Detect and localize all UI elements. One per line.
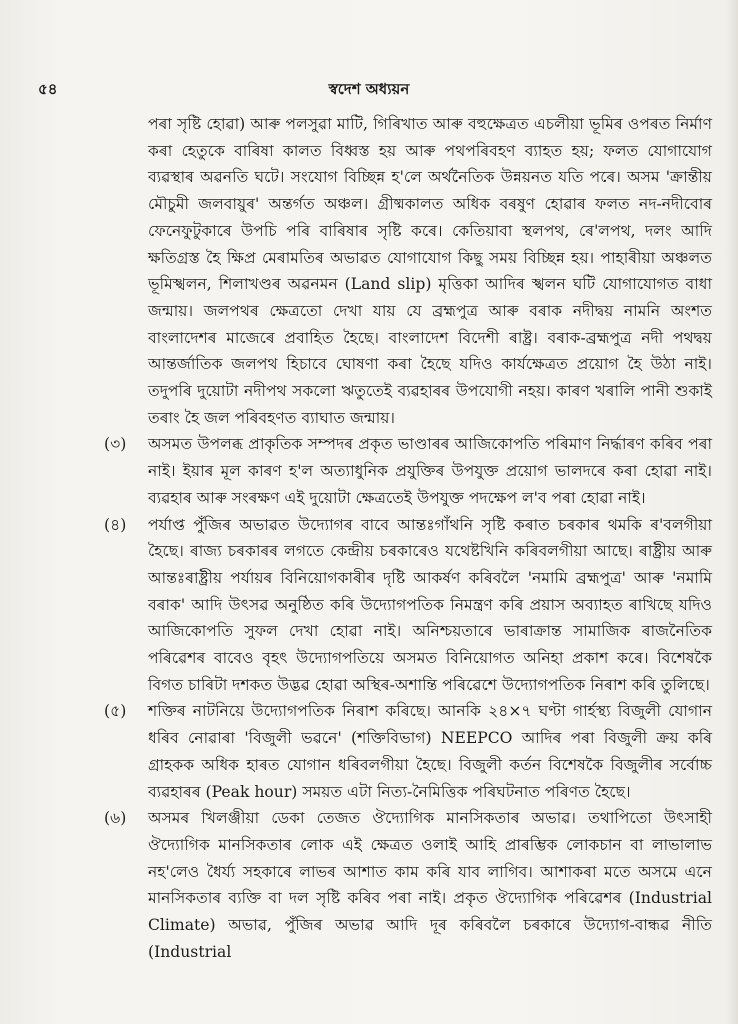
item-text: পৰ্যাপ্ত পুঁজিৰ অভাৱত উদ্যোগৰ বাবে আন্তঃগাঁথনি সৃষ্টি কৰাত চৰকাৰ থমকি ৰ'বলগীয়া হৈছে। ৰাজ্য চৰকাৰৰ লগতে কেন্দ্ৰীয় চৰকাৰেও যথেষ্টখিনি কৰিবলগীয়া আছে। ৰাষ্ট্ৰীয় আৰু আন্তঃৰাষ্ট্ৰীয় পৰ্যায়ৰ বিনিয়োগকাৰীৰ দৃষ্টি আকৰ্ষণ কৰিবলৈ 'নমামি ব্ৰহ্মপুত্ৰ' আৰু 'নমামি বৰাক' আদি উৎসৱ অনুষ্ঠিত কৰি উদ্যোগপতিক নিমন্ত্ৰণ কৰি প্ৰয়াস অব্যাহত ৰাখিছে যদিও আজিকোপতি সুফল দেখা হোৱা নাই। অনিশ্চয়তাৰে ভাৰাক্ৰান্ত সামাজিক ৰাজনৈতিক পৰিৱেশৰ বাবেও বৃহৎ উদ্যোগপতিয়ে অসমত বিনিয়োগত অনিহা প্ৰকাশ কৰে। বিশেষকৈ বিগত চাৰিটা দশকত উদ্ভৱ হোৱা অস্থিৰ-অশান্তি পৰিৱেশে উদ্যোগপতিক নিৰাশ কৰি তুলিছে। xyxy=(148,515,712,694)
intro-paragraph: পৰা সৃষ্টি হোৱা) আৰু পলসুৱা মাটি, গিৰিখাত আৰু বহুক্ষেত্ৰত এচলীয়া ভূমিৰ ওপৰত নিৰ্মাণ কৰা হেতুকে বাৰিষা কালত বিধ্বস্ত হয় আৰু পথপৰিবহণ ব্যাহত হয়; ফলত যোগাযোগ ব্যৱস্থাৰ অৱনতি ঘটে। সংযোগ বিচ্ছিন্ন হ'লে অৰ্থনৈতিক উন্নয়নত যতি পৰে। অসম 'ক্ৰান্তীয় মৌচুমী জলবায়ুৰ' অন্তৰ্গত অঞ্চল। গ্ৰীষ্মকালত অধিক বৰষুণ হোৱাৰ ফলত নদ-নদীবোৰ ফেনেফুটুকাৰে উপচি পৰি বাৰিষাৰ সৃষ্টি কৰে। কেতিয়াবা স্থলপথ, ৰে'লপথ, দলং আদি ক্ষতিগ্ৰস্ত হৈ ক্ষিপ্ৰ মেৰামতিৰ অভাৱত যোগাযোগ কিছু সময় বিচ্ছিন্ন হয়। পাহাৰীয়া অঞ্চলত ভূমিস্খলন, শিলাখণ্ডৰ অৱনমন (Land slip) মৃত্তিকা আদিৰ স্খলন ঘটি যোগাযোগত বাধা জন্মায়। জলপথৰ ক্ষেত্ৰতো দেখা যায় যে ব্ৰহ্মপুত্ৰ আৰু বৰাক নদীদ্বয় নামনি অংশত বাংলাদেশৰ মাজেৰে প্ৰবাহিত হৈছে। বাংলাদেশ বিদেশী ৰাষ্ট্ৰ। বৰাক-ব্ৰহ্মপুত্ৰ নদী পথদ্বয় আন্তৰ্জাতিক জলপথ হিচাবে ঘোষণা কৰা হৈছে যদিও কাৰ্যক্ষেত্ৰত প্ৰয়োগ হৈ উঠা নাই। তদুপৰি দুয়োটা নদীপথ সকলো ঋতুতেই ব্যৱহাৰৰ উপযোগী নহয়। কাৰণ খৰালি পানী শুকাই তৰাং হৈ জল পৰিবহণত ব্যাঘাত জন্মায়। xyxy=(148,115,712,427)
running-header: স্বদেশ অধ্যয়ন xyxy=(328,80,410,98)
item-text: শক্তিৰ নাটনিয়ে উদ্যোগপতিক নিৰাশ কৰিছে। আনকি ২৪×৭ ঘণ্টা গাৰ্হস্থ্য বিজুলী যোগান ধৰিব নোৱাৰা 'বিজুলী ভৱনে' (শক্তিবিভাগ) NEEPCO আদিৰ পৰা বিজুলী ক্ৰয় কৰি গ্ৰাহকক অধিক হাৰত যোগান ধৰিবলগীয়া হৈছে। বিজুলী কৰ্তন বিশেষকৈ বিজুলীৰ সৰ্বোচ্চ ব্যৱহাৰৰ (Peak hour) সময়ত এটা নিত্য-নৈমিত্তিক পৰিঘটনাত পৰিণত হৈছে। xyxy=(148,702,713,801)
item-number: (৪) xyxy=(104,515,127,534)
item-number: (৩) xyxy=(104,435,127,454)
list-item-6 xyxy=(104,805,712,965)
item-number: (৬) xyxy=(104,809,127,828)
list-item-4 xyxy=(104,512,712,699)
list-item-5 xyxy=(104,698,713,805)
item-number: (৫) xyxy=(104,702,127,721)
item-text: অসমৰ খিলঞ্জীয়া ডেকা তেজত ঔদ্যোগিক মানসিকতাৰ অভাৱ। তথাপিতো উৎসাহী ঔদ্যোগিক মানসিকতাৰ লোক এই ক্ষেত্ৰত ওলাই আহি প্ৰাৰম্ভিক লোকচান বা লাভালাভ নহ'লেও ধৈৰ্য্য সহকাৰে লাভৰ আশাত কাম কৰি যাব লাগিব। আশাকৰা মতে অসমে এনে মানসিকতাৰ ব্যক্তি বা দল সৃষ্টি কৰিব পৰা নাই। প্ৰকৃত ঔদ্যোগিক পৰিৱেশৰ (Industrial Climate) অভাৱ, পুঁজিৰ অভাৱ আদি দূৰ কৰিবলৈ চৰকাৰে উদ্যোগ-বান্ধৱ নীতি (Industrial xyxy=(148,809,712,961)
item-text: অসমত উপলব্ধ প্ৰাকৃতিক সম্পদৰ প্ৰকৃত ভাণ্ডাৰৰ আজিকোপতি পৰিমাণ নিৰ্দ্ধাৰণ কৰিব পৰা নাই। ইয়াৰ মূল কাৰণ হ'ল অত্যাধুনিক প্ৰযুক্তিৰ উপযুক্ত প্ৰয়োগ ভালদৰে কৰা হোৱা নাই। ব্যৱহাৰ আৰু সংৰক্ষণ এই দুয়োটা ক্ষেত্ৰতেই উপযুক্ত পদক্ষেপ ল'ব পৰা হোৱা নাই। xyxy=(148,435,712,507)
page-edge-shadow xyxy=(726,0,738,1024)
body-text xyxy=(104,111,713,966)
list-item-3 xyxy=(104,431,712,511)
page-number: ৫৪ xyxy=(38,80,58,98)
